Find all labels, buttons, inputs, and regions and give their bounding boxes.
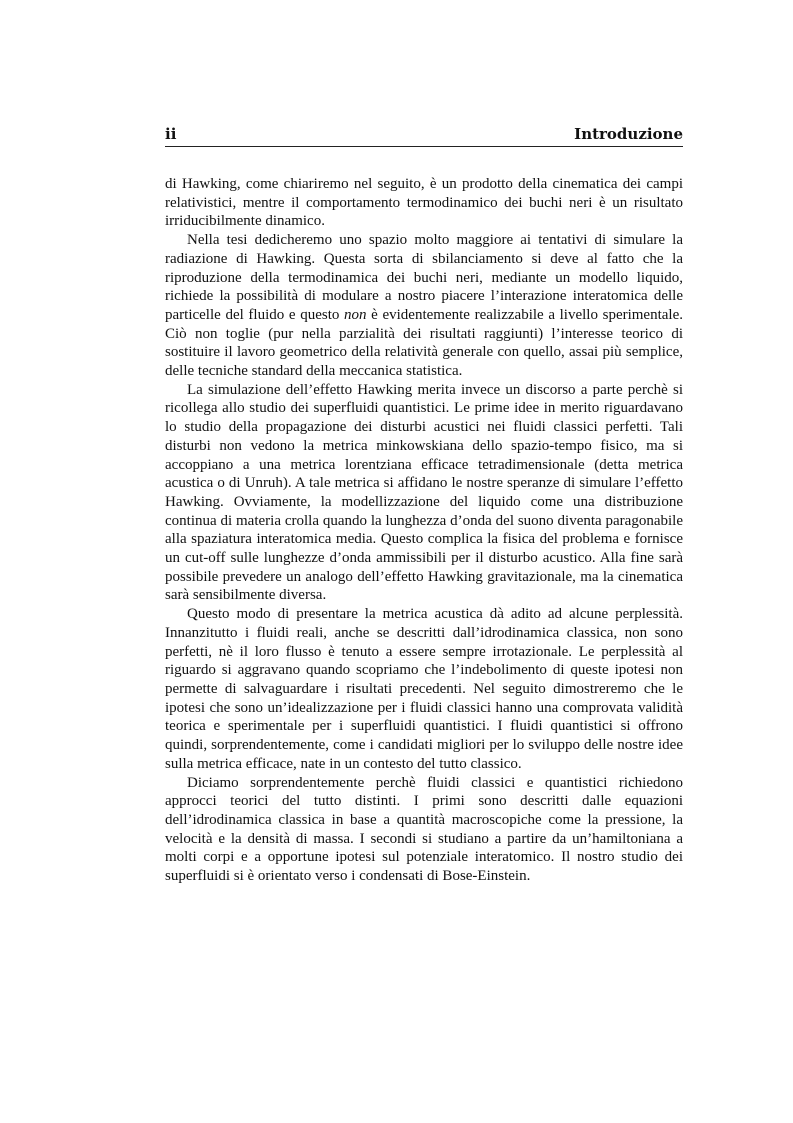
paragraph-text: La simulazione dell’effetto Hawking merita invece un discorso a parte perchè si ricollega allo studio dei superfluidi quantistici. Le prime idee in merito riguardavano lo studio della propagazione dei disturbi acustici nei fluidi classici perfetti. Tali disturbi non vedono la metrica minkowskiana dello spazio-tempo fisico, ma si accoppiano a una metrica lorentziana efficace tetradimensionale (detta metrica acustica o di Unruh). A tale metrica si affidano le nostre speranze di simulare l’effetto Hawking. Ovviamente, la modellizzazione del liquido come una distribuzione continua di materia crolla quando la lunghezza d’onda del suono diventa paragonabile alla spaziatura interatomica media. Questo complica la fisica del problema e fornisce un cut-off sulle lunghezze d’onda ammissibili per il disturbo acustico. Alla fine sarà possibile prevedere un analogo dell’effetto Hawking gravitazionale, ma la cinematica sarà sensibilmente diversa. (165, 381, 683, 604)
paragraph-3 (165, 381, 683, 605)
emphasis-text: non (344, 306, 367, 323)
page (165, 124, 683, 886)
paragraph-text: Nella tesi dedicheremo uno spazio molto maggiore ai tentativi di simulare la radiazione di Hawking. Questa sorta di sbilanciamento si deve al fatto che la riproduzione della termodinamica dei buchi neri, mediante un modello liquido, richiede la possibilità di modulare a nostro piacere l’interazione interatomica delle particelle del fluido e questo (165, 232, 683, 323)
page-number: ii (165, 125, 177, 143)
paragraph-text: è evidentemente realizzabile a livello sperimentale. Ciò non toglie (pur nella parzialità dei risultati raggiunti) l’interesse teorico di sostituire il lavoro geometrico della relatività generale con quello, assai più semplice, delle tecniche standard della meccanica statistica. (165, 306, 683, 380)
paragraph-5 (165, 774, 683, 886)
paragraph-1 (165, 175, 683, 231)
paragraph-text: di Hawking, come chiariremo nel seguito, è un prodotto della cinematica dei campi relativistici, mentre il comportamento termodinamico dei buchi neri è un risultato irriducibilmente dinamico. (165, 176, 683, 230)
running-head (165, 124, 683, 147)
paragraph-4 (165, 605, 683, 773)
paragraph-text: Questo modo di presentare la metrica acustica dà adito ad alcune perplessità. Innanzitutto i fluidi reali, anche se descritti dall’idrodinamica classica, non sono perfetti, nè il loro flusso è tenuto a essere sempre irrotazionale. Le perplessità al riguardo si aggravano quando scopriamo che l’indebolimento di queste ipotesi non permette di salvaguardare i risultati precedenti. Nel seguito dimostreremo che le ipotesi che sono un’idealizzazione per i fluidi classici hanno una comprovata validità teorica e sperimentale per i superfluidi quantistici. I fluidi quantistici si offrono quindi, sorprendentemente, come i candidati migliori per lo sviluppo delle nostre idee sulla metrica efficace, nate in un contesto del tutto classico. (165, 606, 683, 772)
chapter-title: Introduzione (574, 125, 683, 143)
body-text (165, 175, 683, 886)
paragraph-2 (165, 231, 683, 381)
paragraph-text: Diciamo sorprendentemente perchè fluidi classici e quantistici richiedono approcci teorici del tutto distinti. I primi sono descritti dalle equazioni dell’idrodinamica classica in base a quantità macroscopiche come la pressione, la velocità e la densità di massa. I secondi si studiano a partire da un’hamiltoniana a molti corpi e a opportune ipotesi sul potenziale interatomico. Il nostro studio dei superfluidi si è orientato verso i condensati di Bose-Einstein. (165, 774, 683, 885)
